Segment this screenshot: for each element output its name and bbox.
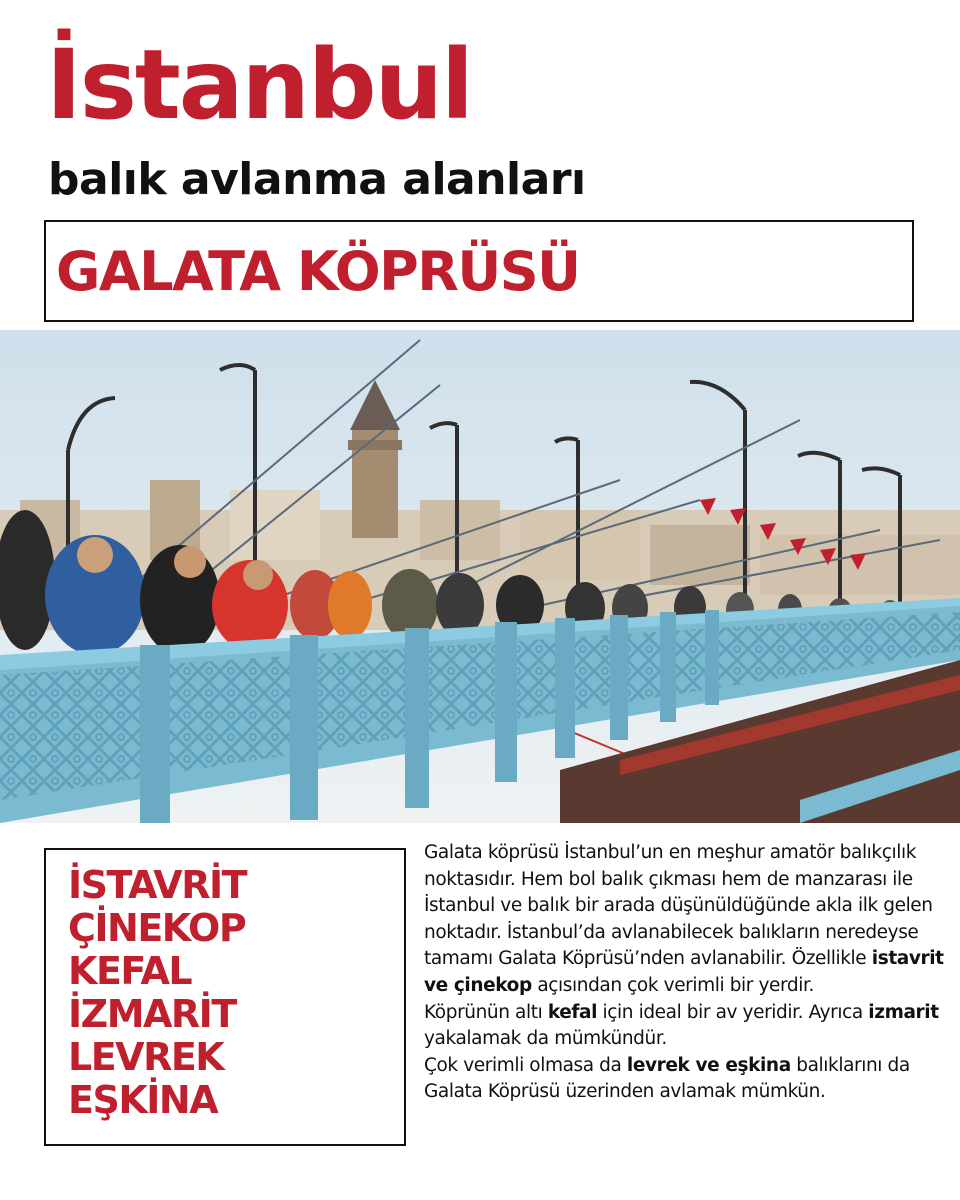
location-title-box: [44, 220, 914, 322]
description-paragraph-1: Galata köprüsü İstanbul’un en meşhur amatör balıkçılık noktasıdır. Hem bol balık çıkması hem de manzarası ile İstanbul ve balık bir arada düşünüldüğünde akla ilk gelen noktadır. İstanbul’da avlanabilecek balıkların neredeyse tamamı Galata Köprüsü’nden avlanabilir. Özellikle istavrit ve çinekop açısından çok verimli bir yerdir.: [424, 842, 944, 996]
description-paragraph-3: Çok verimli olmasa da levrek ve eşkina balıklarını da Galata Köprüsü üzerinden avlamak mümkün.: [424, 1054, 910, 1103]
highlight-levrek-eskina: levrek ve eşkina: [626, 1054, 791, 1076]
highlight-izmarit: izmarit: [868, 1001, 939, 1023]
fish-species-item: KEFAL: [68, 949, 192, 993]
fish-species-list: [68, 864, 246, 1122]
bridge-photo: [0, 330, 960, 823]
description-paragraph-2: Köprünün altı kefal için ideal bir av yeridir. Ayrıca izmarit yakalamak da mümkündür.: [424, 1001, 939, 1050]
fish-species-item: İZMARİT: [68, 992, 236, 1036]
fish-species-item: ÇİNEKOP: [68, 906, 246, 950]
location-title: GALATA KÖPRÜSÜ: [56, 240, 580, 303]
galata-bridge-fishermen-image: [0, 330, 960, 823]
fish-species-item: EŞKİNA: [68, 1078, 218, 1122]
highlight-kefal: kefal: [547, 1001, 598, 1023]
page-title: İstanbul: [46, 29, 472, 141]
fish-species-item: LEVREK: [68, 1035, 224, 1079]
fish-species-box: [44, 848, 406, 1146]
highlight-istavrit-cinekop: istavrit ve çinekop: [424, 948, 944, 996]
page-subtitle: balık avlanma alanları: [48, 154, 586, 205]
fish-species-item: İSTAVRİT: [68, 863, 247, 907]
description-text: [424, 840, 944, 1106]
